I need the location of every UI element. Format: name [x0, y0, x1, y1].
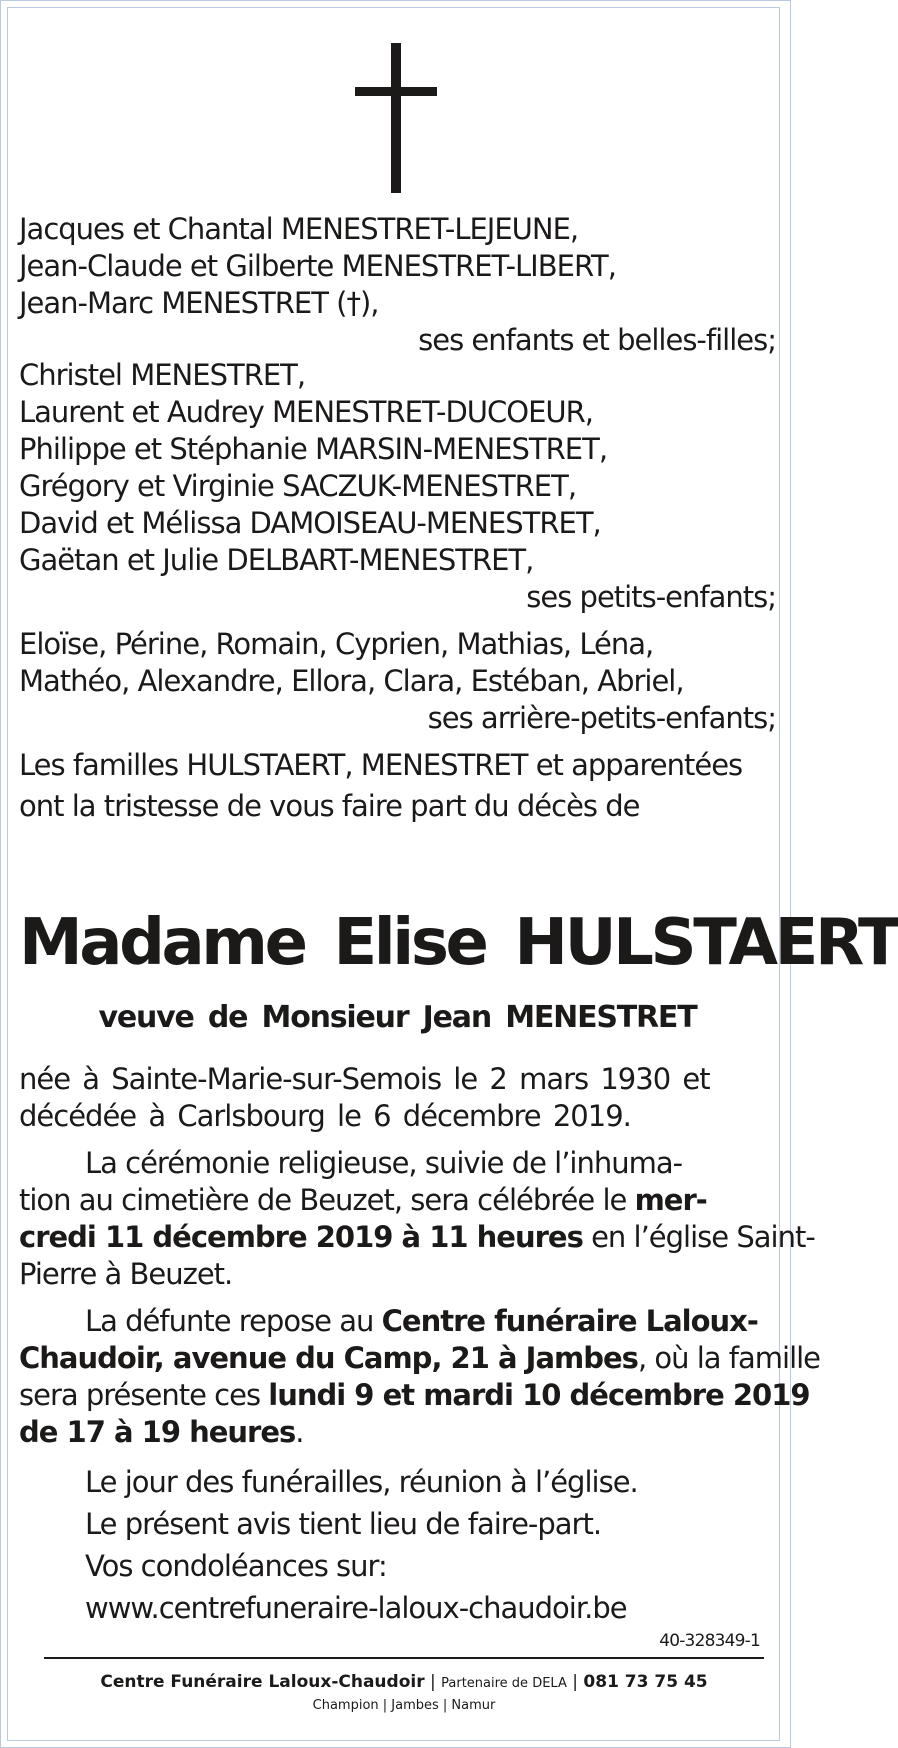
notes-block: [19, 1461, 776, 1629]
family-line: Grégory et Virginie SACZUK-MENESTRET,: [19, 469, 577, 503]
ceremony-text: en l’église Saint-: [582, 1220, 815, 1254]
note-line: Le jour des funérailles, réunion à l’église.: [85, 1465, 638, 1499]
ceremony-date: mer-: [634, 1183, 707, 1217]
phone-number: 081 73 75 45: [583, 1672, 708, 1692]
company-name: Centre Funéraire Laloux-Chaudoir: [100, 1672, 425, 1692]
families-line: Les familles HULSTAERT, MENESTRET et apparentées: [19, 748, 743, 782]
children-role: ses enfants et belles-filles;: [418, 323, 776, 357]
ceremony-date: credi 11 décembre 2019 à 11 heures: [19, 1220, 583, 1254]
visitation-text: sera présente ces: [19, 1378, 269, 1412]
family-line: Mathéo, Alexandre, Ellora, Clara, Estéban, Abriel,: [19, 664, 684, 698]
ceremony-text: Pierre à Beuzet.: [19, 1257, 233, 1291]
cross-icon-horizontal: [355, 87, 437, 96]
family-line: Gaëtan et Julie DELBART-MENESTRET,: [19, 543, 534, 577]
birth-death-block: [19, 1061, 776, 1135]
footer-contact: [44, 1672, 764, 1692]
great-grandchildren-block: [19, 626, 776, 737]
obituary-notice: [7, 7, 898, 1741]
ceremony-text: tion au cimetière de Beuzet, sera célébrée le: [19, 1183, 635, 1217]
ceremony-text: La cérémonie religieuse, suivie de l’inhuma-: [85, 1146, 683, 1180]
deceased-name: Madame Elise HULSTAERT: [19, 906, 898, 980]
family-line: Christel MENESTRET,: [19, 358, 306, 392]
note-line: Vos condoléances sur:: [85, 1549, 387, 1583]
partner-text: Partenaire de DELA: [441, 1676, 567, 1691]
grandchildren-block: [19, 357, 776, 616]
cross-icon: [355, 43, 437, 193]
family-line: Jean-Marc MENESTRET (†),: [19, 286, 379, 320]
ceremony-block: [19, 1145, 815, 1293]
deceased-subtitle: veuve de Monsieur Jean MENESTRET: [98, 1000, 697, 1035]
footer-separator: |: [566, 1672, 584, 1692]
family-line: David et Mélissa DAMOISEAU-MENESTRET,: [19, 506, 601, 540]
announcement-line: ont la tristesse de vous faire part du décès de: [19, 789, 640, 823]
family-line: Philippe et Stéphanie MARSIN-MENESTRET,: [19, 432, 608, 466]
grandchildren-role: ses petits-enfants;: [526, 580, 776, 614]
family-line: Jean-Claude et Gilberte MENESTRET-LIBERT,: [19, 249, 616, 283]
visitation-dates: lundi 9 et mardi 10 décembre 2019: [268, 1378, 810, 1412]
family-line: Laurent et Audrey MENESTRET-DUCOEUR,: [19, 395, 593, 429]
note-line: Le présent avis tient lieu de faire-part.: [85, 1507, 602, 1541]
family-line: Eloïse, Périne, Romain, Cyprien, Mathias, Léna,: [19, 627, 654, 661]
announcement-block: [19, 745, 776, 827]
reference-number: 40-328349-1: [659, 1631, 760, 1651]
visitation-hours: de 17 à 19 heures: [19, 1415, 296, 1449]
footer-divider: [44, 1657, 764, 1659]
visitation-text: .: [295, 1415, 304, 1449]
footer-separator: |: [424, 1672, 442, 1692]
children-block: [19, 211, 776, 359]
family-line: Jacques et Chantal MENESTRET-LEJEUNE,: [19, 212, 579, 246]
funeral-home: Centre funéraire Laloux-: [381, 1304, 758, 1338]
great-grandchildren-role: ses arrière-petits-enfants;: [427, 701, 776, 735]
visitation-text: La défunte repose au: [85, 1304, 382, 1338]
visitation-block: [19, 1303, 821, 1451]
death-line: décédée à Carlsbourg le 6 décembre 2019.: [19, 1099, 631, 1133]
funeral-home: Chaudoir, avenue du Camp, 21 à Jambes: [19, 1341, 638, 1375]
footer-locations: Champion | Jambes | Namur: [312, 1698, 496, 1713]
birth-line: née à Sainte-Marie-sur-Semois le 2 mars 1930 et: [19, 1062, 710, 1096]
condolence-link[interactable]: www.centrefuneraire-laloux-chaudoir.be: [85, 1591, 627, 1625]
cross-icon-vertical: [391, 43, 401, 193]
visitation-text: , où la famille: [637, 1341, 821, 1375]
